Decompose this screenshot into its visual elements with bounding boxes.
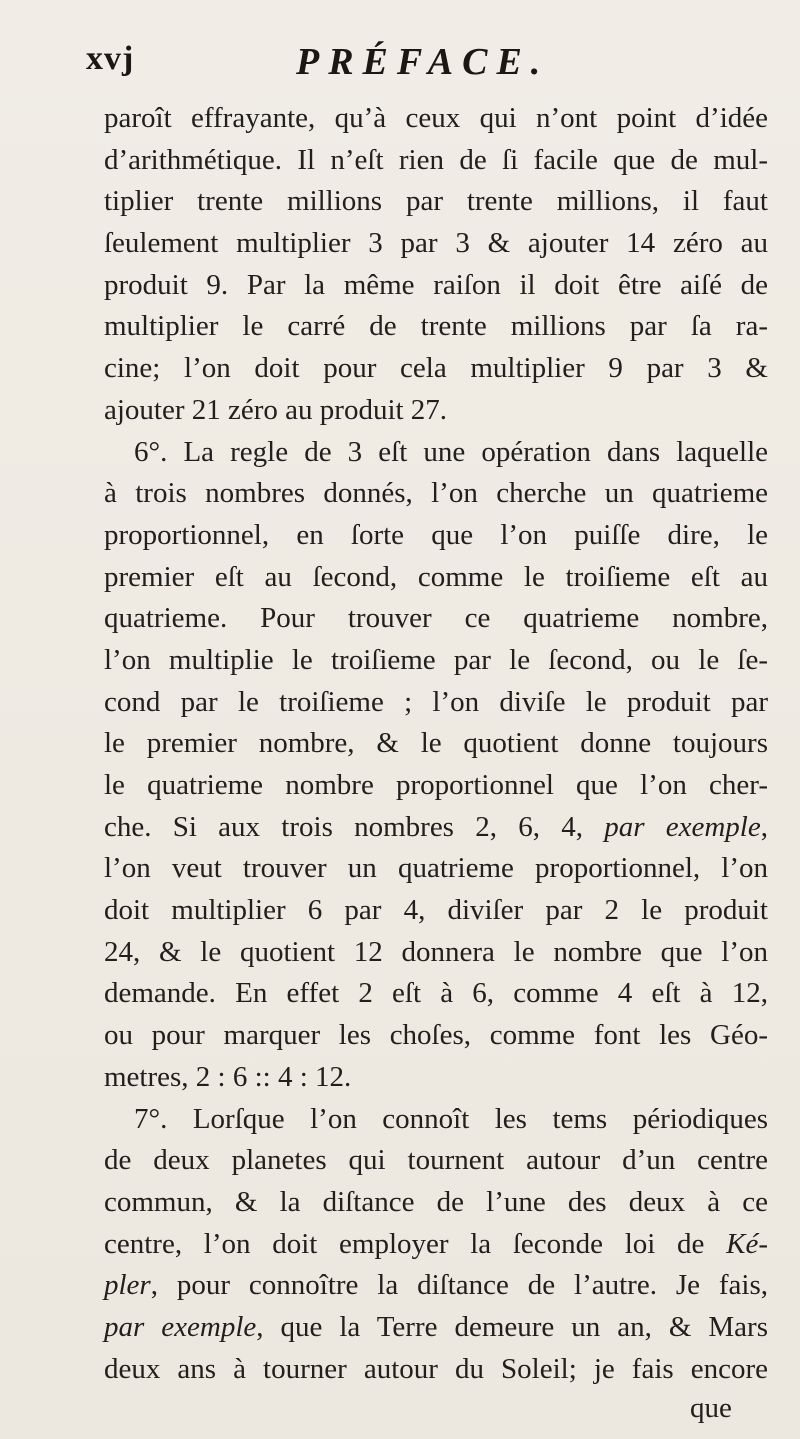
- text-line: deux ans à tourner autour du Soleil; je fais encore: [104, 1352, 768, 1385]
- text-line: ſeulement multiplier 3 par 3 & ajouter 14 zéro au: [104, 227, 768, 260]
- text-line: demande. En effet 2 eſt à 6, comme 4 eſt à 12,: [104, 977, 768, 1010]
- page-number: xvj: [86, 40, 135, 77]
- page-header: [86, 40, 766, 90]
- text-line: metres, 2 : 6 :: 4 : 12.: [104, 1060, 352, 1093]
- text-line: multiplier le carré de trente millions par ſa ra-: [104, 310, 768, 343]
- body-text: [104, 98, 768, 1390]
- text-line-end: , que la Terre demeure un an, & Mars: [256, 1310, 768, 1343]
- text-line: le premier nombre, & le quotient donne toujours: [104, 727, 768, 760]
- text-line: cond par le troiſieme ; l’on diviſe le produit par: [104, 685, 768, 718]
- italic-kepler-end: pler: [104, 1269, 151, 1302]
- text-line: d’arithmétique. Il n’eſt rien de ſi facile que de mul-: [104, 143, 768, 176]
- text-line: tiplier trente millions par trente millions, il faut: [104, 185, 768, 218]
- text-line: [104, 807, 768, 849]
- text-line-end: , pour connoître la diſtance de l’autre. Je fais,: [150, 1269, 768, 1302]
- text-line: l’on multiplie le troiſieme par le ſecond, ou le ſe-: [104, 643, 768, 676]
- text-line: [104, 1307, 768, 1349]
- text-line: à trois nombres donnés, l’on cherche un quatrieme: [104, 477, 768, 510]
- italic-par-exemple: par exemple: [604, 810, 761, 843]
- italic-kepler-start: Ké-: [726, 1227, 768, 1260]
- text-line: cine; l’on doit pour cela multiplier 9 par 3 &: [104, 352, 768, 385]
- text-line: premier eſt au ſecond, comme le troiſieme eſt au: [104, 560, 768, 593]
- catchword: que: [690, 1392, 732, 1424]
- text-line: 24, & le quotient 12 donnera le nombre que l’on: [104, 935, 768, 968]
- text-line: produit 9. Par la même raiſon il doit être aiſé de: [104, 268, 768, 301]
- text-line: commun, & la diſtance de l’une des deux à ce: [104, 1185, 768, 1218]
- text-line-end: ,: [760, 810, 768, 843]
- text-line: le quatrieme nombre proportionnel que l’on cher-: [104, 769, 768, 801]
- text-line: l’on veut trouver un quatrieme proportionnel, l’on: [104, 852, 768, 885]
- text-line: quatrieme. Pour trouver ce quatrieme nombre,: [104, 602, 768, 635]
- text-line: proportionnel, en ſorte que l’on puiſſe dire, le: [104, 518, 768, 551]
- text-line: paroît effrayante, qu’à ceux qui n’ont point d’idée: [104, 102, 768, 134]
- text-line: doit multiplier 6 par 4, diviſer par 2 le produit: [104, 894, 768, 927]
- text-line: de deux planetes qui tournent autour d’un centre: [104, 1144, 768, 1177]
- running-head: PRÉFACE.: [296, 41, 550, 83]
- text-line: ou pour marquer les choſes, comme font les Géo-: [104, 1019, 768, 1052]
- text-line: 7°. Lorſque l’on connoît les tems périodiques: [134, 1102, 768, 1135]
- text-line: [104, 1224, 768, 1266]
- text-line-start: che. Si aux trois nombres 2, 6, 4,: [104, 810, 605, 843]
- text-line-start: centre, l’on doit employer la ſeconde loi de: [104, 1227, 727, 1260]
- text-line: ajouter 21 zéro au produit 27.: [104, 393, 448, 426]
- text-line: 6°. La regle de 3 eſt une opération dans laquelle: [134, 435, 768, 468]
- text-line: [104, 1265, 768, 1307]
- italic-par-exemple-2: par exemple: [104, 1310, 257, 1343]
